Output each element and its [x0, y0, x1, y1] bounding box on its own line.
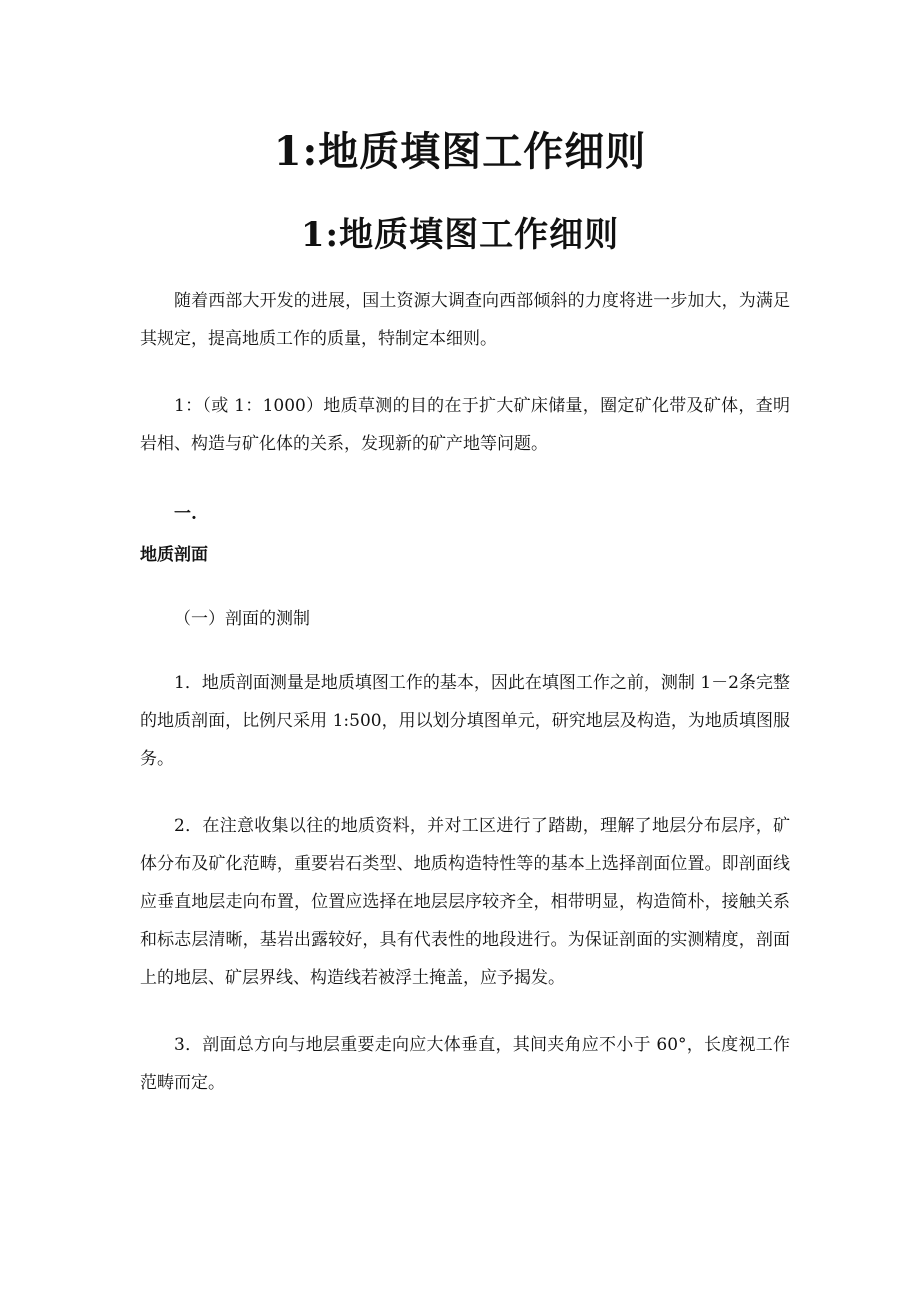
document-title: 1:地质填图工作细则 [273, 128, 647, 175]
section-title: 地质剖面 [140, 545, 208, 565]
document-subtitle: 1:地质填图工作细则 [300, 215, 620, 255]
item-paragraph-1: 1．地质剖面测量是地质填图工作的基本，因此在填图工作之前，测制 1－2条完整的地质剖面，比例尺采用 1:500，用以划分填图单元，研究地层及构造，为地质填图服务。 [140, 673, 790, 769]
section-number: 一. [174, 504, 197, 524]
subsection-title: （一）剖面的测制 [174, 609, 310, 629]
document-body [140, 282, 790, 1131]
item-paragraph-3: 3．剖面总方向与地层重要走向应大体垂直，其间夹角应不小于 60°，长度视工作范畴而定。 [140, 1035, 790, 1093]
intro-paragraph-2: 1：（或 1：1000）地质草测的目的在于扩大矿床储量，圈定矿化带及矿体，查明岩相、构造与矿化体的关系，发现新的矿产地等问题。 [140, 396, 790, 454]
intro-paragraph-1: 随着西部大开发的进展，国土资源大调查向西部倾斜的力度将进一步加大，为满足其规定，提高地质工作的质量，特制定本细则。 [140, 291, 790, 349]
item-paragraph-2: 2．在注意收集以往的地质资料，并对工区进行了踏勘，理解了地层分布层序，矿体分布及矿化范畴，重要岩石类型、地质构造特性等的基本上选择剖面位置。即剖面线应垂直地层走向布置，位置应选择在地层层序较齐全，相带明显，构造简朴，接触关系和标志层清晰，基岩出露较好，具有代表性的地段进行。为保证剖面的实测精度，剖面上的地层、矿层界线、构造线若被浮土掩盖，应予揭发。 [140, 816, 790, 988]
